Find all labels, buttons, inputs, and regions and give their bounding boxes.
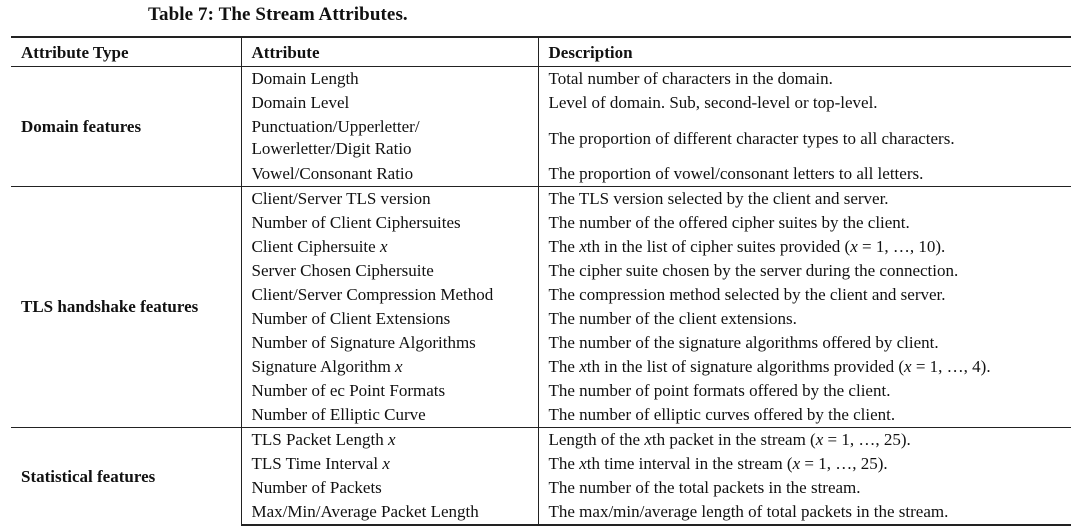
attribute-cell: Number of Packets — [241, 476, 538, 500]
description-cell: The max/min/average length of total packets in the stream. — [538, 500, 1071, 525]
attribute-cell: Number of ec Point Formats — [241, 379, 538, 403]
description-cell: The TLS version selected by the client and server. — [538, 187, 1071, 212]
attribute-cell: Number of Client Extensions — [241, 307, 538, 331]
attribute-cell: Number of Client Ciphersuites — [241, 211, 538, 235]
attribute-cell: Number of Elliptic Curve — [241, 403, 538, 428]
description-cell: The xth in the list of signature algorithms provided (x = 1, …, 4). — [538, 355, 1071, 379]
header-attribute-type: Attribute Type — [11, 37, 241, 67]
group-label-statistical: Statistical features — [11, 428, 241, 526]
table-row — [11, 67, 1071, 92]
description-cell: The number of elliptic curves offered by the client. — [538, 403, 1071, 428]
description-cell: The number of point formats offered by the client. — [538, 379, 1071, 403]
attribute-cell: Max/Min/Average Packet Length — [241, 500, 538, 525]
stream-attributes-table — [11, 36, 1071, 526]
description-cell: The number of the total packets in the stream. — [538, 476, 1071, 500]
table-caption: Table 7: The Stream Attributes. — [148, 4, 408, 25]
attribute-cell: Client/Server TLS version — [241, 187, 538, 212]
attribute-cell: Domain Length — [241, 67, 538, 92]
attribute-cell: Vowel/Consonant Ratio — [241, 162, 538, 187]
description-cell: Level of domain. Sub, second-level or top-level. — [538, 91, 1071, 115]
description-cell: The number of the signature algorithms offered by client. — [538, 331, 1071, 355]
description-cell: The compression method selected by the client and server. — [538, 283, 1071, 307]
header-row — [11, 37, 1071, 67]
description-cell: Total number of characters in the domain. — [538, 67, 1071, 92]
attribute-cell: Client/Server Compression Method — [241, 283, 538, 307]
attribute-cell: Punctuation/Upperletter/ Lowerletter/Digit Ratio — [241, 115, 538, 162]
description-cell: The number of the client extensions. — [538, 307, 1071, 331]
description-cell: The proportion of vowel/consonant letters to all letters. — [538, 162, 1071, 187]
group-label-tls: TLS handshake features — [11, 187, 241, 428]
table-row — [11, 428, 1071, 453]
attribute-cell: Client Ciphersuite x — [241, 235, 538, 259]
group-label-domain: Domain features — [21, 116, 142, 136]
header-attribute: Attribute — [241, 37, 538, 67]
description-cell: The xth time interval in the stream (x = 1, …, 25). — [538, 452, 1071, 476]
description-cell: The proportion of different character types to all characters. — [538, 115, 1071, 162]
attribute-cell: Server Chosen Ciphersuite — [241, 259, 538, 283]
attribute-cell: TLS Time Interval x — [241, 452, 538, 476]
attribute-cell: Number of Signature Algorithms — [241, 331, 538, 355]
attribute-cell: Domain Level — [241, 91, 538, 115]
description-cell: Length of the xth packet in the stream (x = 1, …, 25). — [538, 428, 1071, 453]
description-cell: The number of the offered cipher suites by the client. — [538, 211, 1071, 235]
description-cell: The xth in the list of cipher suites provided (x = 1, …, 10). — [538, 235, 1071, 259]
attribute-cell: TLS Packet Length x — [241, 428, 538, 453]
attribute-cell: Signature Algorithm x — [241, 355, 538, 379]
description-cell: The cipher suite chosen by the server during the connection. — [538, 259, 1071, 283]
header-description: Description — [538, 37, 1071, 67]
table-row — [11, 187, 1071, 212]
